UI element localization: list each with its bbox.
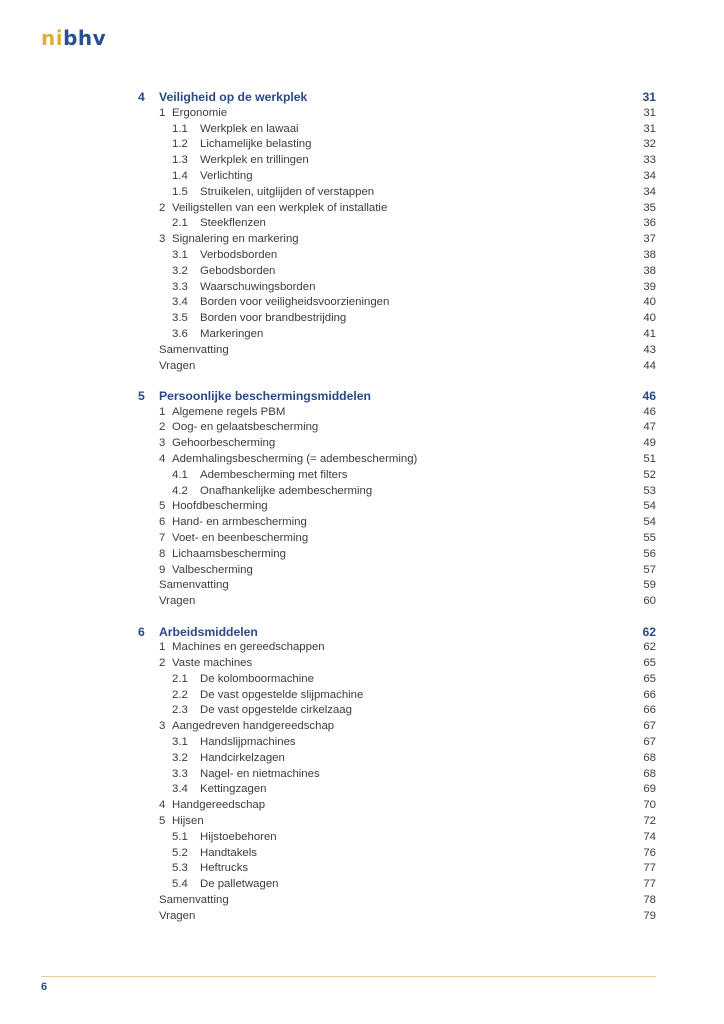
entry-number: 1.5 [172, 185, 188, 198]
entry-page: 66 [643, 688, 656, 701]
entry-page: 34 [643, 185, 656, 198]
entry-page: 54 [643, 500, 656, 513]
toc-entry[interactable] [0, 578, 724, 594]
toc-chapter [0, 90, 724, 374]
entry-number: 1.4 [172, 169, 188, 182]
toc-entry[interactable] [0, 122, 724, 138]
entry-number: 2.3 [172, 704, 188, 717]
entry-number: 3.5 [172, 312, 188, 325]
entry-page: 47 [643, 421, 656, 434]
chapter-number: 6 [138, 624, 145, 639]
entry-page: 67 [643, 720, 656, 733]
entry-page: 40 [643, 296, 656, 309]
footer-rule [41, 976, 656, 977]
entry-number: 3 [159, 233, 166, 246]
entry-title: Nagel- en nietmachines [200, 767, 320, 780]
toc-entry[interactable] [0, 672, 724, 688]
toc-entry[interactable] [0, 719, 724, 735]
entry-page: 32 [643, 138, 656, 151]
entry-number: 5.1 [172, 830, 188, 843]
entry-title: Struikelen, uitglijden of verstappen [200, 185, 375, 198]
entry-title: Samenvatting [159, 579, 229, 592]
entry-number: 5.2 [172, 846, 188, 859]
entry-page: 35 [643, 201, 656, 214]
toc-entry[interactable] [0, 861, 724, 877]
entry-number: 5.4 [172, 878, 188, 891]
entry-number: 3.4 [172, 296, 188, 309]
entry-number: 1 [159, 641, 166, 654]
toc-entry[interactable] [0, 311, 724, 327]
entry-number: 1.3 [172, 154, 188, 167]
toc-entry[interactable] [0, 185, 724, 201]
entry-page: 59 [643, 579, 656, 592]
entry-title: Vaste machines [172, 657, 253, 670]
entry-title: Kettingzagen [200, 783, 267, 796]
entry-page: 33 [643, 154, 656, 167]
entry-title: Hoofdbescherming [172, 500, 268, 513]
entry-number: 4.2 [172, 484, 188, 497]
toc-entry[interactable] [0, 280, 724, 296]
entry-page: 38 [643, 248, 656, 261]
toc-entry[interactable] [0, 515, 724, 531]
entry-page: 77 [643, 878, 656, 891]
entry-number: 3.4 [172, 783, 188, 796]
toc-chapter [0, 389, 724, 610]
entry-title: Verbodsborden [200, 248, 278, 261]
entry-title: Gehoorbescherming [172, 437, 276, 450]
entry-number: 3 [159, 720, 166, 733]
toc-entry[interactable] [0, 359, 724, 375]
entry-title: De palletwagen [200, 878, 279, 891]
entry-page: 38 [643, 264, 656, 277]
entry-number: 3.1 [172, 736, 188, 749]
toc-entry[interactable] [0, 216, 724, 232]
entry-page: 53 [643, 484, 656, 497]
entry-page: 60 [643, 595, 656, 608]
entry-number: 3.2 [172, 751, 188, 764]
logo-ni: ni [41, 26, 64, 50]
entry-page: 79 [643, 909, 656, 922]
toc-entry[interactable] [0, 499, 724, 515]
entry-number: 2.1 [172, 217, 188, 230]
entry-title: Steekflenzen [200, 217, 266, 230]
entry-number: 2 [159, 657, 166, 670]
toc-entry[interactable] [0, 547, 724, 563]
chapter-heading[interactable] [0, 90, 724, 106]
entry-title: Hijstoebehoren [200, 830, 277, 843]
toc-entry[interactable] [0, 248, 724, 264]
entry-title: Borden voor brandbestrijding [200, 312, 347, 325]
entry-title: Handtakels [200, 846, 257, 859]
entry-page: 56 [643, 547, 656, 560]
entry-number: 2 [159, 421, 166, 434]
entry-number: 5.3 [172, 862, 188, 875]
toc-entry[interactable] [0, 909, 724, 925]
chapter-heading[interactable] [0, 389, 724, 405]
entry-page: 31 [643, 122, 656, 135]
chapter-number: 4 [138, 90, 145, 104]
toc-entry[interactable] [0, 640, 724, 656]
entry-title: Heftrucks [200, 862, 249, 875]
entry-number: 4.1 [172, 468, 188, 481]
entry-title: De vast opgestelde cirkelzaag [200, 704, 352, 717]
entry-number: 2.1 [172, 672, 188, 685]
entry-title: Hand- en armbescherming [172, 516, 307, 529]
entry-page: 39 [643, 280, 656, 293]
entry-title: Vragen [159, 595, 196, 608]
toc-entry[interactable] [0, 201, 724, 217]
toc-entry[interactable] [0, 893, 724, 909]
entry-title: Adembescherming met filters [200, 468, 348, 481]
entry-number: 1.1 [172, 122, 188, 135]
entry-title: Vragen [159, 359, 196, 372]
toc-entry[interactable] [0, 343, 724, 359]
entry-page: 57 [643, 563, 656, 576]
entry-title: Hijsen [172, 815, 204, 828]
entry-number: 3.3 [172, 767, 188, 780]
toc-entry[interactable] [0, 594, 724, 610]
entry-number: 1 [159, 106, 166, 119]
toc-entry[interactable] [0, 468, 724, 484]
toc-entry[interactable] [0, 688, 724, 704]
nibhv-logo [41, 26, 106, 50]
entry-title: Verlichting [200, 169, 253, 182]
entry-number: 9 [159, 563, 166, 576]
entry-page: 72 [643, 815, 656, 828]
entry-title: Borden voor veiligheidsvoorzieningen [200, 296, 390, 309]
toc-entry[interactable] [0, 877, 724, 893]
toc-entry[interactable] [0, 782, 724, 798]
entry-number: 7 [159, 532, 166, 545]
logo-bhv: bhv [63, 26, 107, 50]
toc-entry[interactable] [0, 814, 724, 830]
entry-title: Handgereedschap [172, 799, 266, 812]
entry-number: 3.3 [172, 280, 188, 293]
entry-title: Werkplek en trillingen [200, 154, 309, 167]
entry-title: Samenvatting [159, 343, 229, 356]
entry-page: 55 [643, 532, 656, 545]
chapter-page: 46 [642, 388, 656, 403]
entry-title: Werkplek en lawaai [200, 122, 299, 135]
entry-title: Onafhankelijke adembescherming [200, 484, 373, 497]
entry-number: 3.1 [172, 248, 188, 261]
entry-number: 3.6 [172, 327, 188, 340]
table-of-contents [0, 90, 724, 939]
entry-page: 70 [643, 799, 656, 812]
toc-entry[interactable] [0, 767, 724, 783]
toc-entry[interactable] [0, 563, 724, 579]
toc-entry[interactable] [0, 735, 724, 751]
toc-entry[interactable] [0, 452, 724, 468]
entry-page: 67 [643, 736, 656, 749]
entry-number: 8 [159, 547, 166, 560]
toc-entry[interactable] [0, 531, 724, 547]
entry-page: 36 [643, 217, 656, 230]
entry-page: 65 [643, 657, 656, 670]
entry-title: De vast opgestelde slijpmachine [200, 688, 364, 701]
toc-entry[interactable] [0, 484, 724, 500]
entry-title: Machines en gereedschappen [172, 641, 325, 654]
toc-entry[interactable] [0, 106, 724, 122]
entry-title: Waarschuwingsborden [200, 280, 316, 293]
entry-page: 52 [643, 468, 656, 481]
entry-page: 69 [643, 783, 656, 796]
entry-title: Voet- en beenbescherming [172, 532, 309, 545]
entry-number: 5 [159, 815, 166, 828]
chapter-title: Veiligheid op de werkplek [159, 90, 308, 104]
toc-entry[interactable] [0, 846, 724, 862]
toc-entry[interactable] [0, 295, 724, 311]
entry-number: 6 [159, 516, 166, 529]
entry-number: 2 [159, 201, 166, 214]
entry-page: 62 [643, 641, 656, 654]
chapter-page: 31 [642, 90, 656, 104]
entry-page: 40 [643, 312, 656, 325]
entry-title: Markeringen [200, 327, 264, 340]
entry-title: De kolomboormachine [200, 672, 314, 685]
entry-number: 3.2 [172, 264, 188, 277]
entry-number: 1.2 [172, 138, 188, 151]
entry-number: 5 [159, 500, 166, 513]
toc-entry[interactable] [0, 153, 724, 169]
entry-page: 46 [643, 405, 656, 418]
entry-title: Gebodsborden [200, 264, 276, 277]
page-number: 6 [41, 981, 48, 993]
entry-page: 76 [643, 846, 656, 859]
entry-number: 3 [159, 437, 166, 450]
entry-title: Ademhalingsbescherming (= adembescherming) [172, 453, 418, 466]
entry-number: 4 [159, 799, 166, 812]
entry-number: 1 [159, 405, 166, 418]
entry-title: Handcirkelzagen [200, 751, 285, 764]
toc-entry[interactable] [0, 232, 724, 248]
chapter-title: Arbeidsmiddelen [159, 624, 258, 639]
entry-page: 68 [643, 767, 656, 780]
entry-page: 51 [643, 453, 656, 466]
toc-chapter [0, 625, 724, 925]
entry-page: 66 [643, 704, 656, 717]
toc-entry[interactable] [0, 169, 724, 185]
chapter-number: 5 [138, 388, 145, 403]
entry-page: 54 [643, 516, 656, 529]
entry-page: 31 [643, 106, 656, 119]
entry-page: 68 [643, 751, 656, 764]
toc-entry[interactable] [0, 264, 724, 280]
chapter-page: 62 [642, 624, 656, 639]
entry-title: Samenvatting [159, 894, 229, 907]
entry-page: 74 [643, 830, 656, 843]
toc-entry[interactable] [0, 798, 724, 814]
toc-entry[interactable] [0, 830, 724, 846]
toc-entry[interactable] [0, 656, 724, 672]
toc-entry[interactable] [0, 327, 724, 343]
entry-page: 78 [643, 894, 656, 907]
toc-entry[interactable] [0, 436, 724, 452]
entry-title: Aangedreven handgereedschap [172, 720, 335, 733]
toc-entry[interactable] [0, 137, 724, 153]
entry-title: Algemene regels PBM [172, 405, 286, 418]
entry-number: 2.2 [172, 688, 188, 701]
chapter-title: Persoonlijke beschermingsmiddelen [159, 388, 371, 403]
entry-title: Veiligstellen van een werkplek of installatie [172, 201, 388, 214]
toc-entry[interactable] [0, 751, 724, 767]
chapter-heading[interactable] [0, 625, 724, 641]
entry-title: Vragen [159, 909, 196, 922]
toc-entry[interactable] [0, 420, 724, 436]
entry-page: 43 [643, 343, 656, 356]
entry-title: Handslijpmachines [200, 736, 296, 749]
entry-title: Oog- en gelaatsbescherming [172, 421, 319, 434]
entry-title: Lichamelijke belasting [200, 138, 312, 151]
toc-entry[interactable] [0, 405, 724, 421]
entry-page: 37 [643, 233, 656, 246]
entry-page: 49 [643, 437, 656, 450]
entry-title: Signalering en markering [172, 233, 299, 246]
entry-number: 4 [159, 453, 166, 466]
toc-entry[interactable] [0, 703, 724, 719]
entry-page: 77 [643, 862, 656, 875]
entry-page: 44 [643, 359, 656, 372]
entry-page: 65 [643, 672, 656, 685]
entry-title: Ergonomie [172, 106, 228, 119]
entry-title: Valbescherming [172, 563, 253, 576]
entry-page: 41 [643, 327, 656, 340]
entry-page: 34 [643, 169, 656, 182]
entry-title: Lichaamsbescherming [172, 547, 286, 560]
